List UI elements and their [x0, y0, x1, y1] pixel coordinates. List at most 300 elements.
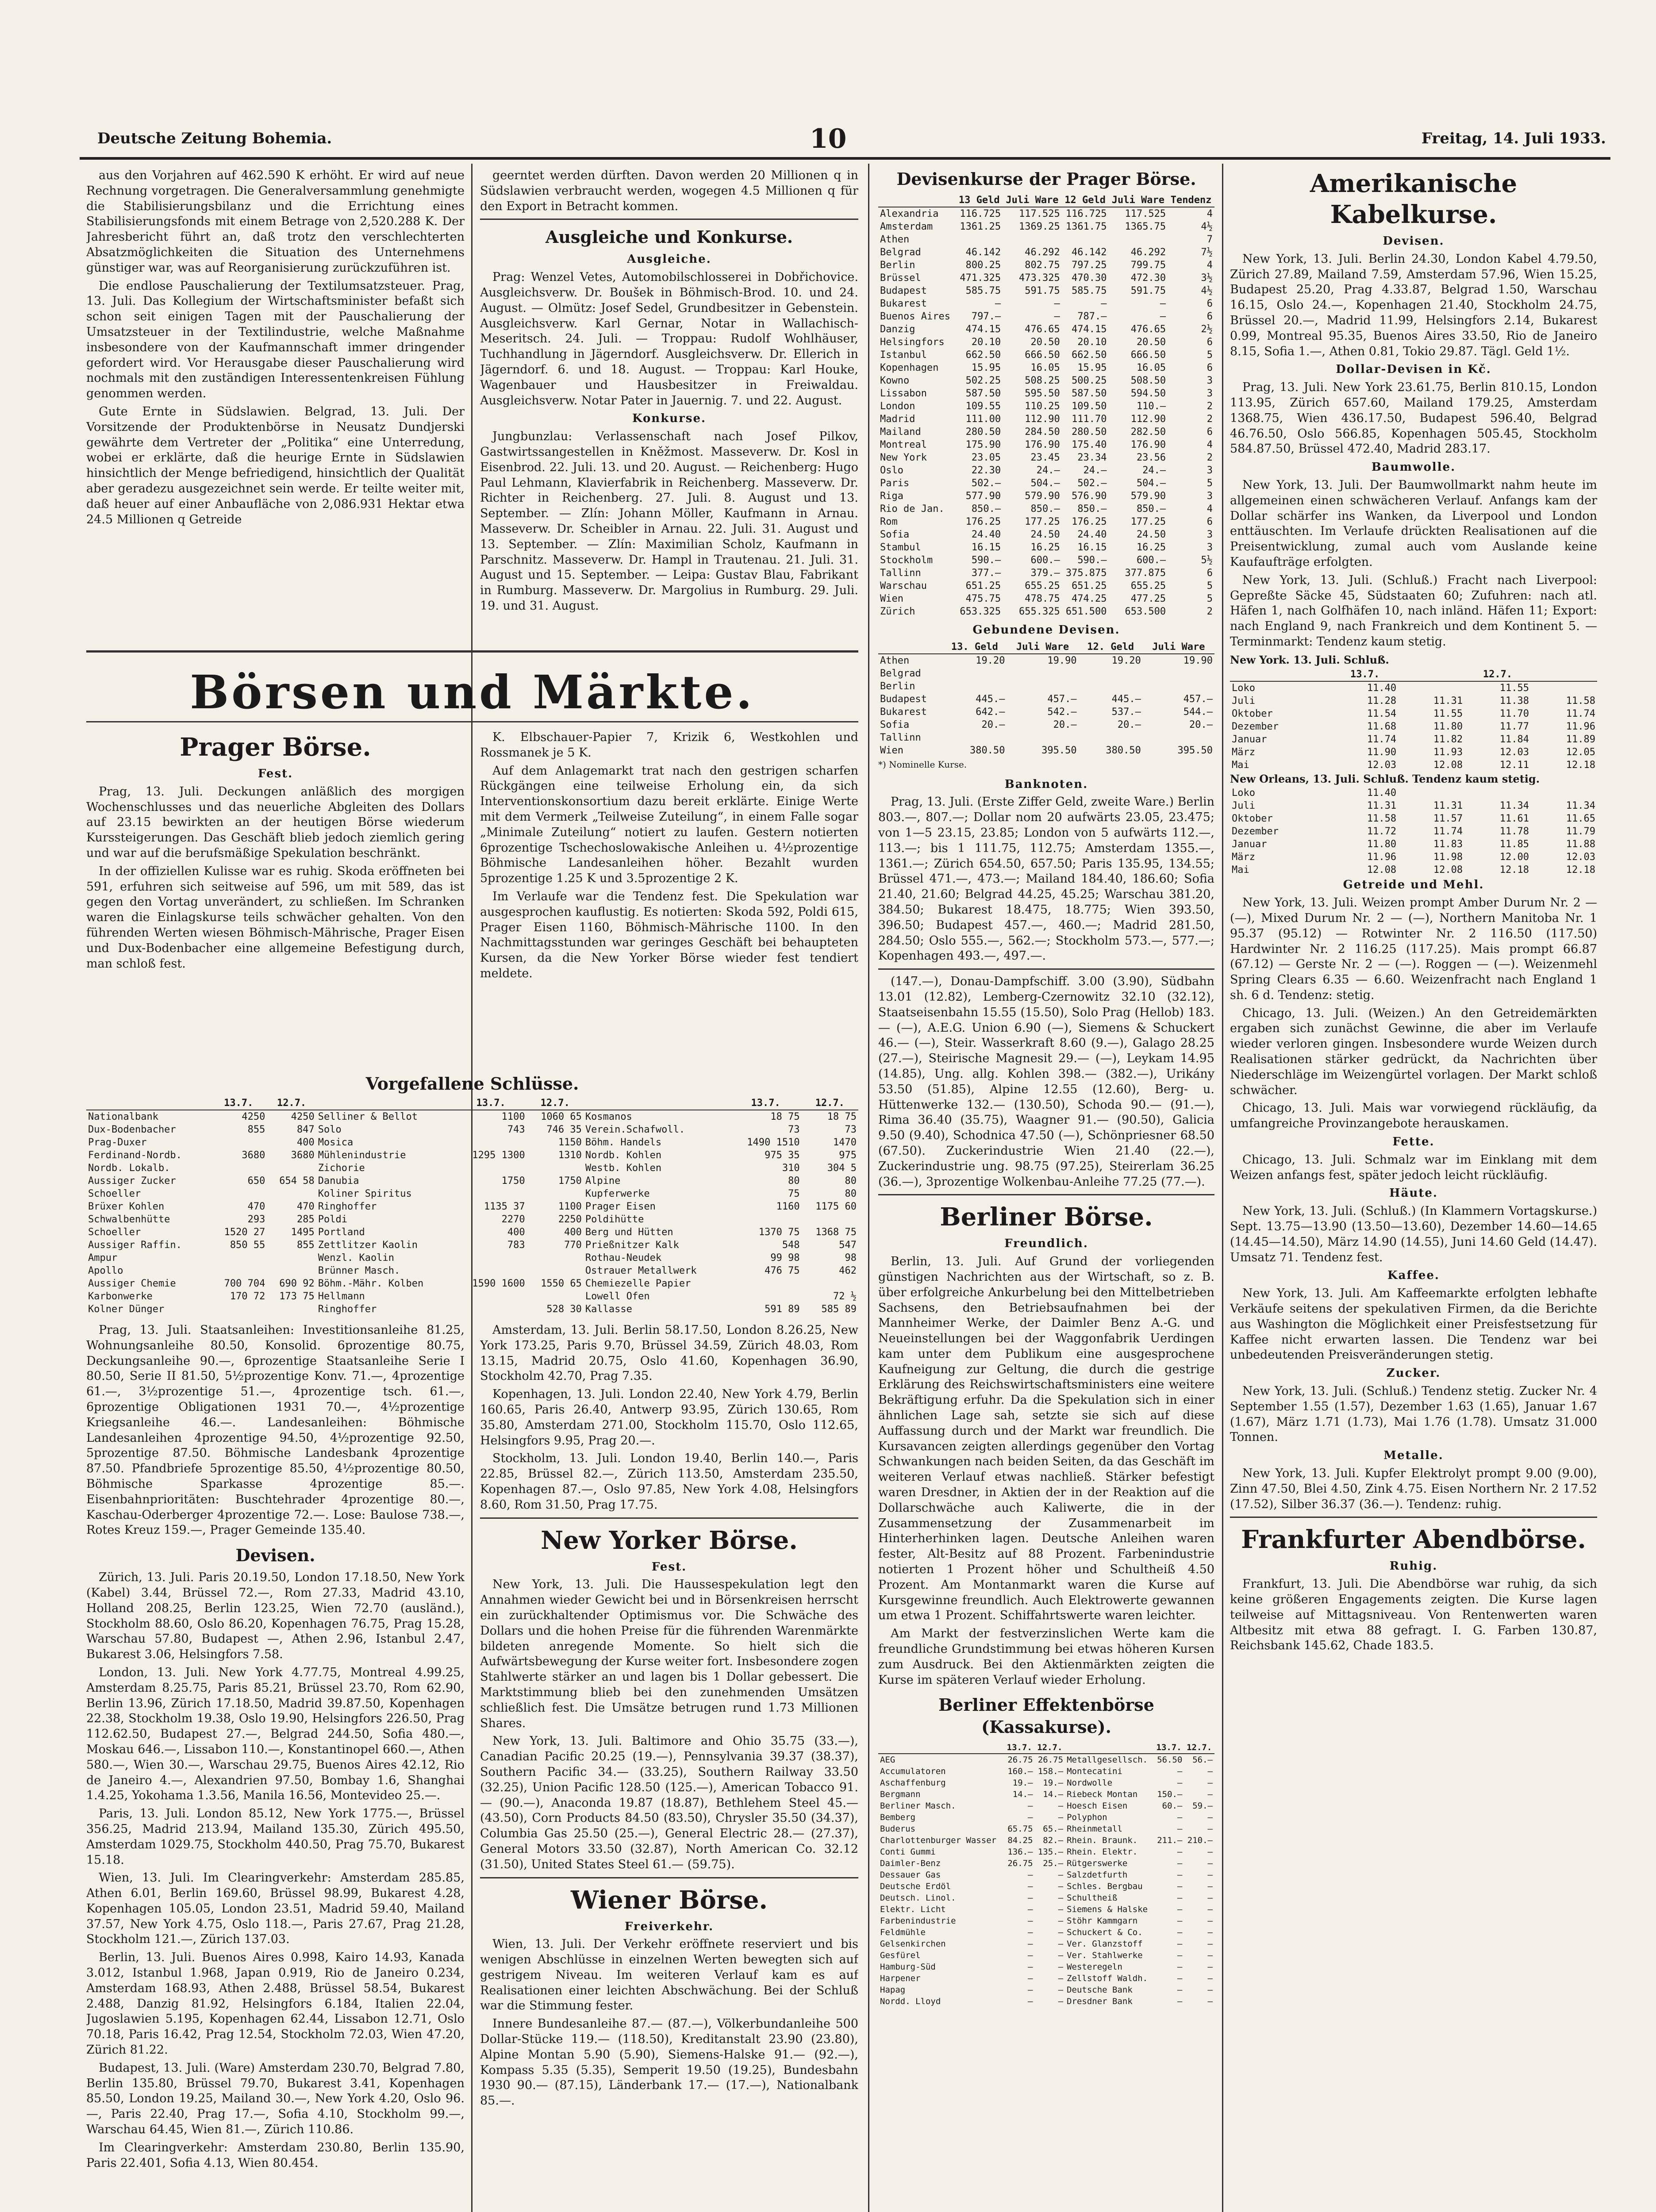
table-row: [1230, 851, 1597, 864]
article-paragraph: Die endlose Pauschalierung der Textilumsatzsteuer. Prag, 13. Juli. Das Kollegium der Wirtschaftsminister befaßt sich schon seit einigen Tagen mit der Pauschalierung der Umsatzsteuer in der Textilindustrie, welche Maßnahme insbesondere von der Kaufmannschaft immer dringender gefordert wird. Vor Herausgabe dieser Pauschalierung wird nochmals mit den zuständigen Interessentenkreisen Fühlung genommen werden.: [86, 279, 465, 401]
table-cell: Deutsche Bank: [1067, 1985, 1133, 1995]
article-paragraph: In der offiziellen Kulisse war es ruhig. Skoda eröffneten bei 591, erfuhren sich seitweise auf 596, um mit 589, das ist gegen den Vortag unverändert, zu schließen. Im Schranken waren die Einlagskurse teils schwächer gehalten. Von den führenden Werten wiesen Böhmisch-Mährische, Prager Eisen und Dux-Bodenbacher eine allgemeine Befestigung durch, man schloß fest.: [86, 864, 465, 971]
table-cell: [455, 1264, 527, 1277]
table-cell: Ver. Glanzstoff: [1067, 1939, 1143, 1949]
table-cell: 476.65: [1130, 324, 1166, 335]
table-cell: 797.—: [971, 311, 1001, 322]
table-cell: —: [1028, 1801, 1033, 1811]
table-cell: Hapag: [880, 1985, 906, 1995]
table-row: [878, 667, 1214, 680]
table-cell: 783: [507, 1240, 525, 1251]
table-row: [878, 567, 1214, 580]
table-cell: 1369.25: [1019, 221, 1060, 232]
table-cell: 500.25: [1072, 375, 1107, 386]
table-cell: Oktober: [1232, 813, 1273, 825]
table-cell: Aussiger Raffin.: [88, 1240, 182, 1251]
kabel-dollar-head: Dollar-Devisen in Kč.: [1336, 363, 1491, 376]
table-cell: 855: [297, 1240, 315, 1251]
table-cell: 111.70: [1072, 414, 1107, 425]
column-1-top: [86, 168, 465, 734]
table-cell: Rio de Jan.: [880, 503, 945, 515]
table-cell: 400: [564, 1227, 582, 1238]
table-cell: Gesfürel: [880, 1951, 921, 1961]
divider: [86, 721, 858, 722]
table-row: [878, 1973, 1214, 1984]
table-row: [878, 464, 1214, 477]
table-cell: —: [1207, 1974, 1213, 1984]
devisenkurse-table: [878, 194, 1214, 618]
table-cell: —: [1177, 1939, 1183, 1949]
table-cell: [455, 1252, 527, 1264]
table-cell: 11.28: [1367, 695, 1397, 707]
table-cell: Athen: [880, 655, 910, 666]
article-paragraph: New York, 13. Juli. Weizen prompt Amber Durum Nr. 2 — (—), Mixed Durum Nr. 2 — (—), Northern Manitoba Nr. 1 95.37 (95.12) — Rotwinter Nr. 2 116.50 (117.50) Hardwinter Nr. 2 116.25 (117.25). Mais prompt 66.87 (67.12) — Gerste Nr. 2 — (—). Roggen — (—). Weizenmehl Spring Clears 6.35 — 6.60. Weizenfracht nach England 1 sh. 6 d. Tendenz: stetig.: [1230, 896, 1597, 1002]
table-row: [878, 1961, 1214, 1973]
table-row: [878, 272, 1214, 284]
table-cell: [1079, 731, 1143, 744]
table-cell: [267, 1252, 316, 1264]
table-cell: 16.05: [1136, 362, 1166, 373]
table-cell: 2: [1206, 401, 1213, 412]
table-cell: [1007, 731, 1078, 744]
table-row: [878, 706, 1214, 718]
table-cell: 1100: [558, 1201, 582, 1212]
table-cell: 508.25: [1025, 375, 1060, 386]
table-cell: Dresdner Bank: [1067, 1997, 1133, 2007]
table-cell: Polyphon: [1067, 1813, 1107, 1823]
table-cell: 595.50: [1025, 388, 1060, 399]
table-cell: 445.—: [1111, 693, 1141, 705]
table-cell: Rhein. Elektr.: [1067, 1847, 1138, 1857]
table-cell: 1520 27: [224, 1227, 265, 1238]
table-cell: Chemiezelle Papier: [585, 1278, 691, 1289]
table-cell: 19.20: [1111, 655, 1141, 666]
article-paragraph: K. Elbschauer-Papier 7, Krizik 6, Westkohlen und Rossmanek je 5 K.: [480, 730, 858, 760]
table-cell: Juli: [1232, 695, 1255, 707]
table-cell: 4: [1206, 503, 1213, 515]
table-cell: 11.77: [1499, 721, 1529, 732]
table-row: [878, 1846, 1214, 1858]
table-cell: —: [995, 298, 1001, 309]
table-cell: 2: [1206, 452, 1213, 463]
table-cell: —: [1058, 1813, 1064, 1823]
table-row: [86, 1290, 858, 1303]
table-cell: 46.142: [965, 247, 1001, 258]
table-cell: —: [1028, 1951, 1033, 1961]
table-row: [878, 1892, 1214, 1904]
table-row: [878, 387, 1214, 400]
table-cell: 56.50: [1157, 1755, 1183, 1765]
divider: [1230, 1517, 1597, 1518]
table-row: [878, 349, 1214, 361]
table-cell: 787.—: [1077, 311, 1107, 322]
table-cell: —: [1028, 1916, 1033, 1926]
table-cell: 528 30: [546, 1304, 582, 1315]
table-cell: Westeregeln: [1067, 1962, 1122, 1972]
table-header: 12. Geld: [1079, 641, 1143, 654]
table-cell: Nordb. Lokalb.: [88, 1163, 170, 1174]
table-row: [1230, 864, 1597, 876]
table-cell: Januar: [1232, 733, 1267, 745]
article-paragraph: geerntet werden dürften. Davon werden 20 Millionen q in Südslawien verbraucht werden, wogegen 4.5 Millionen q für den Export in Betracht kommen.: [480, 169, 858, 213]
table-cell: 7: [1206, 234, 1213, 245]
table-cell: 12.00: [1499, 852, 1529, 863]
table-cell: Alexandria: [880, 208, 939, 219]
table-cell: —: [1028, 1974, 1033, 1984]
table-header: 13.7.: [1004, 1742, 1035, 1754]
article-paragraph: Chicago, 13. Juli. (Weizen.) An den Getreidemärkten ergaben sich zunächst Gewinne, die aber im Verlaufe wieder verloren gingen. Insbesondere wurde Weizen durch Realisationen stärker gedrückt, da Nachrichten über Niederschläge im Weizengürtel vorlagen. Der Markt schloß schwächer.: [1230, 1006, 1597, 1097]
table-cell: 6: [1206, 337, 1213, 348]
article-paragraph: Wien, 13. Juli. Im Clearingverkehr: Amsterdam 285.85, Athen 6.01, Berlin 169.60, Brüssel 98.99, Bukarest 4.28, Kopenhagen 105.05, London 23.51, Madrid 59.40, Mailand 37.57, New York 4.75, Oslo 118.—, Paris 27.67, Prag 21.28, Stockholm 121.—, Zürich 137.03.: [86, 1871, 465, 1947]
table-cell: 112.90: [1130, 414, 1166, 425]
table-cell: 585.75: [1072, 285, 1107, 296]
table-cell: 4½: [1201, 221, 1213, 232]
table-cell: 116.725: [960, 208, 1001, 219]
table-row: [1230, 720, 1597, 733]
table-cell: 3: [1206, 388, 1213, 399]
table-cell: 471.325: [960, 273, 1001, 284]
table-cell: 16.25: [1136, 542, 1166, 553]
table-cell: Prager Eisen: [585, 1201, 656, 1212]
table-cell: Kowno: [880, 375, 910, 386]
table-cell: 590.—: [971, 555, 1001, 566]
column-rule: [1222, 164, 1223, 2212]
page-header: [80, 123, 1610, 160]
table-cell: [455, 1162, 527, 1175]
table-cell: 11.58: [1367, 813, 1397, 825]
table-cell: 14.—: [1043, 1790, 1064, 1800]
table-header: 12.7.: [1184, 1742, 1214, 1754]
article-paragraph: Frankfurt, 13. Juli. Die Abendbörse war ruhig, da sich keine größeren Engagements zeigten. Die Kurse lagen teilweise auf Mittagsniveau. Von Rentenwerten waren Altbesitz mit etwa 88 gefragt. I. G. Farben 130.87, Reichsbank 145.62, Chade 183.5.: [1230, 1577, 1597, 1653]
table-cell: 20.—: [1117, 719, 1141, 730]
table-cell: Amsterdam: [880, 221, 933, 232]
table-cell: Böhm. Handels: [585, 1137, 662, 1148]
main-title: Börsen und Märkte.: [190, 665, 755, 719]
table-row: [878, 336, 1214, 349]
table-cell: —: [1177, 1767, 1183, 1777]
table-cell: 11.79: [1566, 826, 1595, 837]
table-cell: 2250: [558, 1214, 582, 1225]
table-cell: —: [1177, 1905, 1183, 1915]
table-header: 13.7.: [455, 1097, 527, 1110]
table-cell: —: [1207, 1778, 1213, 1788]
divider: [878, 1194, 1214, 1195]
table-cell: 4: [1206, 208, 1213, 219]
table-cell: [1398, 681, 1464, 695]
table-cell: 4: [1206, 439, 1213, 450]
table-cell: Lowell Ofen: [585, 1291, 650, 1302]
table-cell: Wien: [880, 745, 903, 756]
table-cell: 16.15: [1077, 542, 1107, 553]
table-cell: 799.75: [1130, 260, 1166, 271]
table-cell: Rheinmetall: [1067, 1824, 1122, 1834]
table-cell: 24.—: [1083, 465, 1107, 476]
table-cell: Farbenindustrie: [880, 1916, 956, 1926]
table-header: [1230, 668, 1332, 681]
table-cell: [455, 1136, 527, 1149]
table-cell: 743: [507, 1124, 525, 1135]
table-cell: Poldi: [318, 1214, 348, 1225]
table-cell: 24.50: [1136, 529, 1166, 540]
table-cell: Stöhr Kammgarn: [1067, 1916, 1138, 1926]
table-cell: Ver. Stahlwerke: [1067, 1951, 1143, 1961]
table-cell: 24.40: [971, 529, 1001, 540]
table-cell: 25.—: [1043, 1859, 1064, 1869]
table-cell: 11.57: [1433, 813, 1463, 825]
table-cell: 395.50: [1041, 745, 1077, 756]
table-cell: 293: [247, 1214, 265, 1225]
article-paragraph: New York, 13. Juli. Berlin 24.30, London Kabel 4.79.50, Zürich 27.89, Mailand 7.59, Amsterdam 57.96, Wien 15.25, Budapest 25.20, Prag 4.33.87, Belgrad 1.50, Warschau 16.15, Oslo 24.—, Kopenhagen 21.40, Stockholm 24.75, Brüssel 20.—, Madrid 11.99, Helsingfors 2.14, Bukarest 0.99, Montreal 95.35, Buenos Aires 33.50, Rio de Janeiro 8.15, Sofia 1.—, Athen 0.81, Tokio 29.87. Tägl. Geld 1½.: [1230, 252, 1597, 358]
table-cell: 20.—: [1053, 719, 1077, 730]
table-cell: 20.50: [1136, 337, 1166, 348]
table-header: [1398, 668, 1464, 681]
table-cell: 3680: [291, 1150, 315, 1161]
article-paragraph: Im Verlaufe war die Tendenz fest. Die Spekulation war ausgesprochen kauflustig. Es notierten: Skoda 592, Poldi 615, Prager Eisen 1160, Böhmisch-Mährische 1100. In den Nachmittagsstunden war geringes Geschäft bei behaupteten Kursen, da die New Yorker Börse wieder fest tendiert meldete.: [480, 889, 858, 980]
table-cell: 24.—: [1142, 465, 1166, 476]
table-cell: Riebeck Montan: [1067, 1790, 1138, 1800]
table-cell: 117.525: [1125, 208, 1166, 219]
table-cell: 1550 65: [541, 1278, 582, 1289]
table-cell: —: [1207, 1859, 1213, 1869]
table-row: [86, 1226, 858, 1239]
table-row: [878, 259, 1214, 272]
table-cell: 375.875: [1065, 568, 1107, 579]
table-cell: —: [1058, 1962, 1064, 1972]
table-cell: 12.08: [1433, 864, 1463, 876]
table-cell: 1470: [833, 1137, 857, 1148]
table-row: [878, 731, 1214, 744]
table-cell: 1365.75: [1125, 221, 1166, 232]
table-cell: 173 75: [279, 1291, 315, 1302]
table-row: [878, 605, 1214, 618]
section-title-ausgleiche: Ausgleiche und Konkurse.: [545, 227, 793, 247]
table-cell: 800.25: [965, 260, 1001, 271]
table-row: [878, 744, 1214, 757]
table-row: [878, 1766, 1214, 1777]
table-cell: 850 55: [230, 1240, 265, 1251]
table-cell: 176.90: [1130, 439, 1166, 450]
table-cell: New York: [880, 452, 927, 463]
table-cell: [455, 1303, 527, 1316]
newspaper-name: Deutsche Zeitung Bohemia.: [97, 130, 332, 147]
table-cell: [210, 1264, 267, 1277]
article-paragraph: aus den Vorjahren auf 462.590 K erhöht. Er wird auf neue Rechnung vorgetragen. Die Generalversammlung genehmigte die Stabilisierungsbilanz und die Errichtung eines Stabilisierungsfonds mit einem Betrage von 2,520.288 K. Der Jahresbericht führt an, daß trotz den verschlechterten Absatzmöglichkeiten die Situation des Unternehmens günstiger war, was auf Reorganisierung zurückzuführen ist.: [86, 169, 465, 275]
table-cell: März: [1232, 746, 1255, 758]
table-cell: Deutsche Erdöl: [880, 1882, 951, 1892]
table-cell: 470: [247, 1201, 265, 1212]
table-cell: 109.50: [1072, 401, 1107, 412]
table-cell: 11.82: [1433, 733, 1463, 745]
table-cell: Ringhoffer: [318, 1304, 377, 1315]
table-cell: 577.90: [965, 491, 1001, 502]
column-rule: [868, 164, 869, 2212]
table-cell: Aussiger Zucker: [88, 1175, 176, 1187]
table-row: [878, 490, 1214, 503]
table-cell: 770: [564, 1240, 582, 1251]
table-cell: 11.80: [1367, 839, 1397, 850]
table-cell: 2½: [1201, 324, 1213, 335]
table-cell: Prag-Duxer: [88, 1137, 147, 1148]
article-paragraph: Gute Ernte in Südslawien. Belgrad, 13. Juli. Der Vorsitzende der Produktenbörse in Neusatz Dundjerski gewährte dem Vertreter der „Politika“ eine Unterredung, wobei er erklärte, daß die heurige Ernte in Südslawien hinsichtlich der Menge befriedigend, hinsichtlich der Qualität aber geradezu ausgezeichnet sein werde. Er teilte weiter mit, daß heuer auf einer Anbaufläche von 2,086.931 Hektar etwa 24.5 Millionen q Getreide: [86, 404, 465, 526]
table-cell: [267, 1303, 316, 1316]
table-cell: Böhm.-Mähr. Kolben: [318, 1278, 424, 1289]
table-cell: 600.—: [1030, 555, 1060, 566]
table-header: [86, 1097, 210, 1110]
table-cell: 457.—: [1047, 693, 1077, 705]
table-row: [86, 1264, 858, 1277]
table-cell: —: [1177, 1882, 1183, 1892]
table-cell: 170 72: [230, 1291, 265, 1302]
article-paragraph: New York, 13. Juli. (Schluß.) (In Klammern Vortagskurse.) Sept. 13.75—13.90 (13.50—13.60), Dezember 14.60—14.65 (14.45—14.50), März 14.90 (14.55), Juni 14.60 Geld (14.47). Umsatz 71. Tendenz fest.: [1230, 1204, 1597, 1264]
table-cell: —: [1058, 1985, 1064, 1995]
table-cell: 12.03: [1367, 759, 1397, 771]
table-row: [878, 1858, 1214, 1869]
table-cell: [267, 1187, 316, 1200]
table-cell: 23.34: [1077, 452, 1107, 463]
table-cell: 177.25: [1025, 516, 1060, 527]
table-cell: 587.50: [1072, 388, 1107, 399]
table-cell: 11.72: [1367, 826, 1397, 837]
table-row: [878, 1835, 1214, 1846]
table-cell: —: [1028, 1870, 1033, 1880]
table-row: [878, 592, 1214, 605]
table-cell: 537.—: [1111, 706, 1141, 718]
table-cell: 1060 65: [541, 1111, 582, 1122]
table-cell: 11.96: [1367, 852, 1397, 863]
table-header: Juli Ware: [1003, 194, 1062, 207]
table-cell: Schwalbenhütte: [88, 1214, 170, 1225]
table-cell: 23.56: [1136, 452, 1166, 463]
table-cell: 600.—: [1136, 555, 1166, 566]
table-row: [878, 1869, 1214, 1881]
table-cell: Stambul: [880, 542, 921, 553]
table-row: [878, 580, 1214, 592]
table-cell: —: [1207, 1882, 1213, 1892]
table-cell: 16.25: [1030, 542, 1060, 553]
prager-boerse-sub: Fest.: [257, 767, 293, 780]
table-cell: Athen: [880, 234, 910, 245]
table-cell: 855: [247, 1124, 265, 1135]
table-cell: 176.90: [1025, 439, 1060, 450]
table-header: 13.7.: [210, 1097, 267, 1110]
table-cell: Berg und Hütten: [585, 1227, 673, 1238]
table-cell: [210, 1252, 267, 1264]
table-row: [86, 1175, 858, 1187]
table-cell: —: [1058, 1905, 1064, 1915]
table-cell: Helsingfors: [880, 337, 945, 348]
table-cell: 20.—: [981, 719, 1005, 730]
table-cell: 585 89: [821, 1304, 857, 1315]
table-cell: 11.34: [1499, 800, 1529, 812]
table-cell: 12.08: [1367, 864, 1397, 876]
table-cell: 11.80: [1433, 721, 1463, 732]
table-row: [878, 541, 1214, 554]
table-cell: —: [1028, 1893, 1033, 1903]
table-cell: Dessauer Gas: [880, 1870, 941, 1880]
table-cell: Siemens & Halske: [1067, 1905, 1148, 1915]
article-paragraph: (147.—), Donau-Dampfschiff. 3.00 (3.90), Südbahn 13.01 (12.82), Lemberg-Czernowitz 32.10 (32.12), Staatseisenbahn 15.55 (15.50), Solo Prag (Hellob) 183.— (—), A.E.G. Union 6.90 (—), Siemens & Schuckert 46.— (—), Steir. Wasserkraft 8.60 (9.—), Galago 28.25 (27.—), Steirische Magnesit 29.— (—), Leykam 14.95 (14.85), Ung. allg. Kohlen 398.— (382.—), Urikány 53.50 (51.85), Alpine 12.55 (12.60), Berg- u. Hüttenwerke 132.— (130.50), Schoda 90.— (91.—), Rima 36.40 (35.75), Waagner 91.— (90.50), Galicia 9.50 (9.40), Schodnica 47.50 (—), Schönpriesner 68.50 (67.50). Zuckerindustrie Wien 21.40 (22.—), Zuckerindustrie ung. 98.75 (97.25), Steirerlam 36.25 (36.—), 3prozentige Wolkenbau-Anleihe 77.25 (77.—).: [878, 975, 1214, 1189]
table-cell: 653.325: [960, 606, 1001, 617]
table-row: [878, 374, 1214, 387]
table-cell: —: [1177, 1951, 1183, 1961]
table-cell: Paris: [880, 478, 910, 489]
table-cell: 1295 1300: [472, 1150, 525, 1161]
table-cell: [1464, 787, 1531, 799]
table-cell: 12.18: [1566, 759, 1595, 771]
cotton-futures-table: [1230, 668, 1597, 772]
table-cell: Schoeller: [88, 1227, 141, 1238]
table-cell: 6: [1206, 311, 1213, 322]
schluesse-title: Vorgefallene Schlüsse.: [365, 1074, 579, 1094]
table-cell: Brüssel: [880, 273, 921, 284]
table-cell: Montecatini: [1067, 1767, 1122, 1777]
article-paragraph: Wien, 13. Juli. Der Verkehr eröffnete reserviert und bis wenigen Abschlüsse in einzelnen Werten bewegten sich auf gestrigem Niveau. Im weiteren Verlauf kam es auf Realisationen einer leichten Abschwächung. Bei der Schluß war die Stimmung fester.: [480, 1937, 858, 2013]
table-cell: 975 35: [765, 1150, 800, 1161]
table-cell: 3: [1206, 542, 1213, 553]
table-cell: Budapest: [880, 693, 927, 705]
table-cell: 655.25: [1130, 580, 1166, 591]
table-cell: Danubia: [318, 1175, 359, 1187]
table-header: Juli Ware: [1007, 641, 1078, 654]
table-cell: Oktober: [1232, 708, 1273, 719]
table-cell: 80: [788, 1175, 800, 1187]
article-paragraph: Prag, 13. Juli. (Erste Ziffer Geld, zweite Ware.) Berlin 803.—, 807.—; Dollar nom 20 aufwärts 23.05, 23.475; von 1—5 23.15, 23.85; London von 5 aufwärts 112.—, 113.—; bis 1 111.75, 112.75; Amsterdam 1355.—, 1361.—; Zürich 654.50, 657.50; Paris 135.95, 134.55; Brüssel 471.—, 473.—; Mailand 184.40, 186.60; Sofia 21.40, 21.60; Belgrad 44.25, 45.25; Warschau 381.20, 384.50; Bukarest 18.475, 18.775; Wien 393.50, 396.50; Budapest 457.—, 460.—; Madrid 281.50, 284.50; Oslo 555.—, 562.—; Stockholm 573.—, 577.—; Kopenhagen 493.—, 497.—.: [878, 795, 1214, 963]
table-cell: 310: [782, 1163, 800, 1174]
table-cell: —: [1058, 1893, 1064, 1903]
article-paragraph: New York, 13. Juli. Baltimore and Ohio 35.75 (33.—), Canadian Pacific 20.25 (19.—), Pennsylvania 39.37 (38.37), Southern Pacific 34.— (33.25), Southern Railway 33.50 (32.25), Union Pacific 128.50 (125.—), American Tobacco 91.— (90.—), Anaconda 19.87 (18.87), Bethlehem Steel 45.— (43.50), Corn Products 84.50 (83.50), Chrysler 35.50 (34.37), Columbia Gas 25.50 (25.—), General Electric 28.— (27.37), General Motors 33.50 (32.87), North American Co. 32.12 (31.50), United States Steel 61.— (59.75).: [480, 1734, 858, 1871]
table-cell: Salzdetfurth: [1067, 1870, 1128, 1880]
table-cell: Oslo: [880, 465, 903, 476]
table-row: [878, 246, 1214, 259]
table-cell: —: [1028, 1985, 1033, 1995]
table-row: [878, 1984, 1214, 1996]
table-cell: 24.40: [1077, 529, 1107, 540]
table-cell: Lissabon: [880, 388, 927, 399]
table-cell: —: [1058, 1974, 1064, 1984]
table-cell: —: [1177, 1985, 1183, 1995]
table-row: [878, 400, 1214, 413]
table-cell: 445.—: [976, 693, 1005, 705]
table-cell: Mai: [1232, 864, 1249, 876]
table-cell: 110.—: [1136, 401, 1166, 412]
table-cell: 1361.75: [1065, 221, 1107, 232]
table-cell: 20.—: [1189, 719, 1213, 730]
table-cell: 400: [507, 1227, 525, 1238]
table-cell: 6: [1206, 568, 1213, 579]
table-cell: —: [1207, 1813, 1213, 1823]
table-cell: 548: [782, 1240, 800, 1251]
prager-boerse-col1: [86, 726, 465, 1071]
table-cell: 18 75: [827, 1111, 857, 1122]
table-cell: 5: [1206, 478, 1213, 489]
table-cell: Apollo: [88, 1265, 123, 1276]
table-cell: 477.25: [1130, 593, 1166, 604]
table-cell: 3: [1206, 529, 1213, 540]
table-cell: Hoesch Eisen: [1067, 1801, 1128, 1811]
table-cell: Selliner & Bellot: [318, 1111, 418, 1122]
table-cell: 12.05: [1566, 746, 1595, 758]
table-cell: London: [880, 401, 915, 412]
table-cell: 591.75: [1130, 285, 1166, 296]
table-cell: 1750: [558, 1175, 582, 1187]
effektenboerse-table: [878, 1742, 1214, 2007]
table-cell: 11.31: [1433, 800, 1463, 812]
table-cell: 22.30: [971, 465, 1001, 476]
table-cell: 11.34: [1566, 800, 1595, 812]
table-cell: [1398, 787, 1464, 799]
table-cell: Januar: [1232, 839, 1267, 850]
table-cell: 590.—: [1077, 555, 1107, 566]
